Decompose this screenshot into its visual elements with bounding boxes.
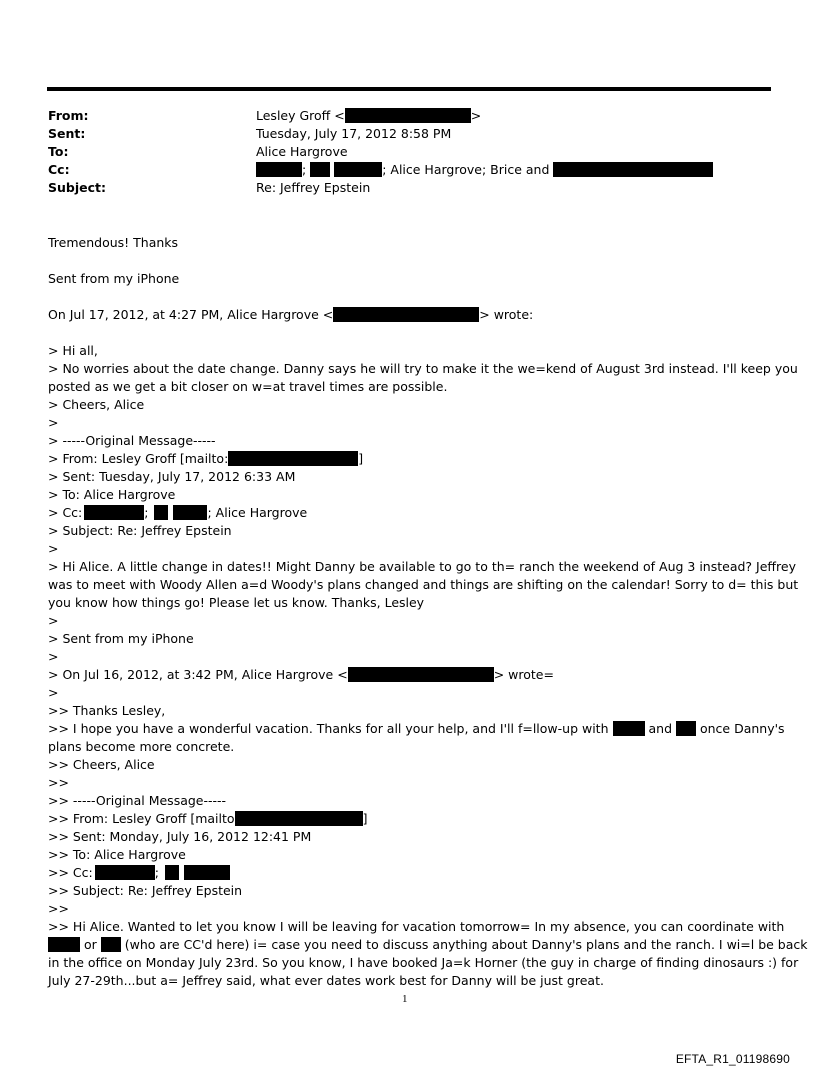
from-mailto: > From: Lesley Groff [mailto: <box>48 451 229 466</box>
cc-label: Cc: <box>48 162 70 177</box>
body-line <box>48 864 230 882</box>
redaction-box <box>95 865 155 880</box>
body-line: Tremendous! Thanks <box>48 235 179 250</box>
cc-separator: ; <box>144 505 149 520</box>
redaction-box <box>613 721 645 736</box>
cc-value <box>256 161 713 179</box>
cc-recipients: ; Alice Hargrove <box>207 505 308 520</box>
redaction-box <box>165 865 179 880</box>
quote-intro-end: > wrote: <box>479 307 534 322</box>
from-close: > <box>470 108 482 123</box>
from-value <box>256 107 481 125</box>
body-line: >> Thanks Lesley, <box>48 703 166 718</box>
cc-separator: ; <box>302 162 307 177</box>
body-line: > <box>48 613 59 628</box>
body-line <box>48 306 533 324</box>
cc-prefix: > Cc: <box>48 505 83 520</box>
body-text: once Danny's <box>699 721 785 736</box>
body-line: >> To: Alice Hargrove <box>48 847 186 862</box>
sent-value: Tuesday, July 17, 2012 8:58 PM <box>256 126 452 141</box>
body-line: in the office on Monday July 23rd. So you know, I have booked Ja=k Horner (the guy in charge of finding dinosaurs :) for <box>48 955 799 970</box>
redaction-box <box>101 937 121 952</box>
body-line <box>48 504 307 522</box>
body-line <box>48 810 367 828</box>
header-rule <box>47 87 771 91</box>
body-line: > Sent from my iPhone <box>48 631 194 646</box>
body-line <box>48 936 808 954</box>
body-line: >> Sent: Monday, July 16, 2012 12:41 PM <box>48 829 312 844</box>
body-text: (who are CC'd here) i= case you need to discuss anything about Danny's plans and the ranch. I wi=l be back <box>124 937 808 952</box>
body-line: July 27-29th...but a= Jeffrey said, what ever dates work best for Danny will be just great. <box>48 973 604 988</box>
body-line: >> Subject: Re: Jeffrey Epstein <box>48 883 243 898</box>
body-line: > Hi all, <box>48 343 98 358</box>
body-text: and <box>648 721 673 736</box>
body-line: plans become more concrete. <box>48 739 235 754</box>
body-line: >> -----Original Message----- <box>48 793 227 808</box>
page-number: 1 <box>402 993 408 1005</box>
body-line: >> <box>48 901 69 916</box>
quote-intro: > On Jul 16, 2012, at 3:42 PM, Alice Hargrove < <box>48 667 348 682</box>
redaction-box <box>256 162 302 177</box>
redaction-box <box>48 937 80 952</box>
body-line: was to meet with Woody Allen a=d Woody's plans changed and things are shifting on the calendar! Sorry to d= this but <box>48 577 799 592</box>
sent-label: Sent: <box>48 126 86 141</box>
redaction-box <box>310 162 330 177</box>
body-line: Sent from my iPhone <box>48 271 180 286</box>
quote-intro-end: > wrote= <box>493 667 554 682</box>
body-text: or <box>83 937 97 952</box>
body-line: > <box>48 541 59 556</box>
body-line: > <box>48 649 59 664</box>
redaction-box <box>345 108 471 123</box>
from-name: Lesley Groff < <box>256 108 345 123</box>
body-line: > To: Alice Hargrove <box>48 487 176 502</box>
to-label: To: <box>48 144 69 159</box>
bracket-close: ] <box>358 451 364 466</box>
redaction-box <box>228 451 358 466</box>
cc-prefix: >> Cc: <box>48 865 93 880</box>
from-mailto: >> From: Lesley Groff [mailto <box>48 811 235 826</box>
redaction-box <box>348 667 494 682</box>
body-text: >> I hope you have a wonderful vacation. Thanks for all your help, and I'll f=llow-up with <box>48 721 609 736</box>
body-line: >> Hi Alice. Wanted to let you know I will be leaving for vacation tomorrow= In my absence, you can coordinate with <box>48 919 785 934</box>
redaction-box <box>553 162 713 177</box>
redaction-box <box>84 505 144 520</box>
body-line: > Hi Alice. A little change in dates!! Might Danny be available to go to th= ranch the weekend of Aug 3 instead? Jeffrey <box>48 559 796 574</box>
redaction-box <box>676 721 696 736</box>
from-label: From: <box>48 108 89 123</box>
body-line <box>48 666 554 684</box>
body-line <box>48 720 785 738</box>
redaction-box <box>235 811 363 826</box>
body-line: > <box>48 685 59 700</box>
redaction-box <box>154 505 168 520</box>
quote-intro: On Jul 17, 2012, at 4:27 PM, Alice Hargrove < <box>48 307 334 322</box>
cc-separator: ; <box>154 865 159 880</box>
body-line: >> Cheers, Alice <box>48 757 155 772</box>
bates-number: EFTA_R1_01198690 <box>675 1052 790 1066</box>
body-line: posted as we get a bit closer on w=at travel times are possible. <box>48 379 448 394</box>
redaction-box <box>333 307 479 322</box>
body-line: > <box>48 415 59 430</box>
redaction-box <box>334 162 382 177</box>
body-line: > Sent: Tuesday, July 17, 2012 6:33 AM <box>48 469 296 484</box>
redaction-box <box>184 865 230 880</box>
to-value: Alice Hargrove <box>256 144 348 159</box>
subject-label: Subject: <box>48 180 106 195</box>
body-line: > No worries about the date change. Danny says he will try to make it the we=kend of August 3rd instead. I'll keep you <box>48 361 798 376</box>
body-line: > Cheers, Alice <box>48 397 145 412</box>
body-line: > Subject: Re: Jeffrey Epstein <box>48 523 232 538</box>
cc-recipients: ; Alice Hargrove; Brice and <box>382 162 550 177</box>
body-line <box>48 450 363 468</box>
redaction-box <box>173 505 207 520</box>
body-line: >> <box>48 775 69 790</box>
subject-value: Re: Jeffrey Epstein <box>256 180 371 195</box>
bracket-close: ] <box>362 811 368 826</box>
body-line: you know how things go! Please let us know. Thanks, Lesley <box>48 595 425 610</box>
body-line: > -----Original Message----- <box>48 433 216 448</box>
